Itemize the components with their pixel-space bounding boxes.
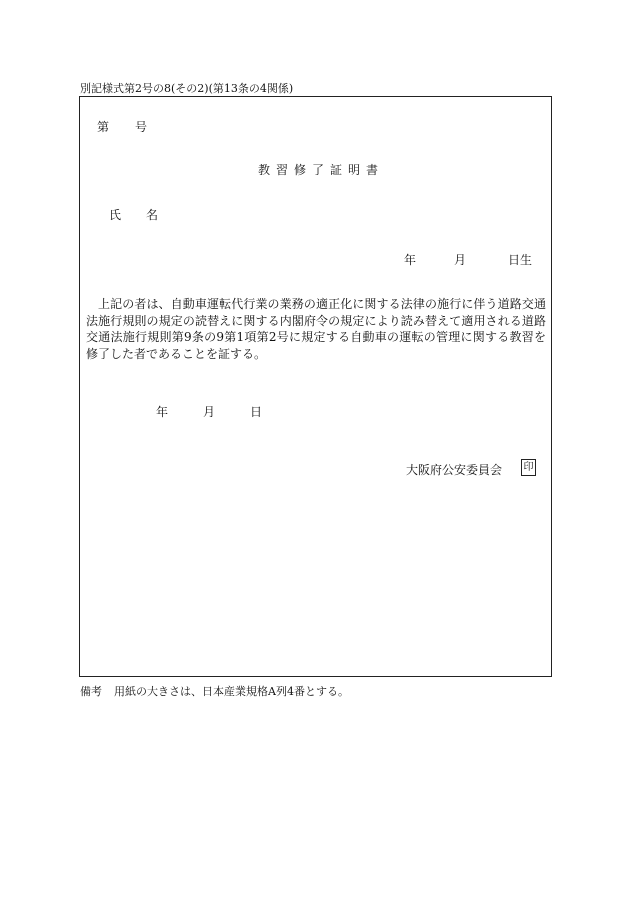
issuing-commission: 大阪府公安委員会 (406, 463, 503, 477)
certificate-title: 教習修了証明書 (258, 163, 385, 177)
issue-day-label: 日 (250, 405, 263, 419)
footnote (80, 683, 349, 699)
birth-day-label: 日生 (508, 253, 533, 267)
birth-month-label: 月 (454, 253, 467, 267)
certificate-number-label: 第号 (97, 120, 174, 134)
birth-year-label: 年 (404, 253, 417, 267)
certificate-frame (79, 96, 552, 677)
form-header-note: 別記様式第2号の8(その2)(第13条の4関係) (80, 82, 294, 95)
seal-mark: 印 (521, 459, 536, 476)
issue-date (156, 403, 262, 420)
footnote-text: 用紙の大きさは、日本産業規格A列4番とする。 (114, 685, 349, 698)
certification-text: 上記の者は、自動車運転代行業の業務の適正化に関する法律の施行に伴う道路交通法施行規則の規定の読替えに関する内閣府令の規定により読み替えて適用される道路交通法施行規則第9条の9第1項第2号に規定する自動車の運転の管理に関する教習を修了した者であることを証する。 (86, 297, 546, 361)
issue-year-label: 年 (156, 405, 169, 419)
issue-month-label: 月 (203, 405, 216, 419)
name-label: 氏名 (109, 208, 184, 222)
footnote-label: 備考 (80, 685, 102, 698)
birth-date (404, 251, 532, 268)
